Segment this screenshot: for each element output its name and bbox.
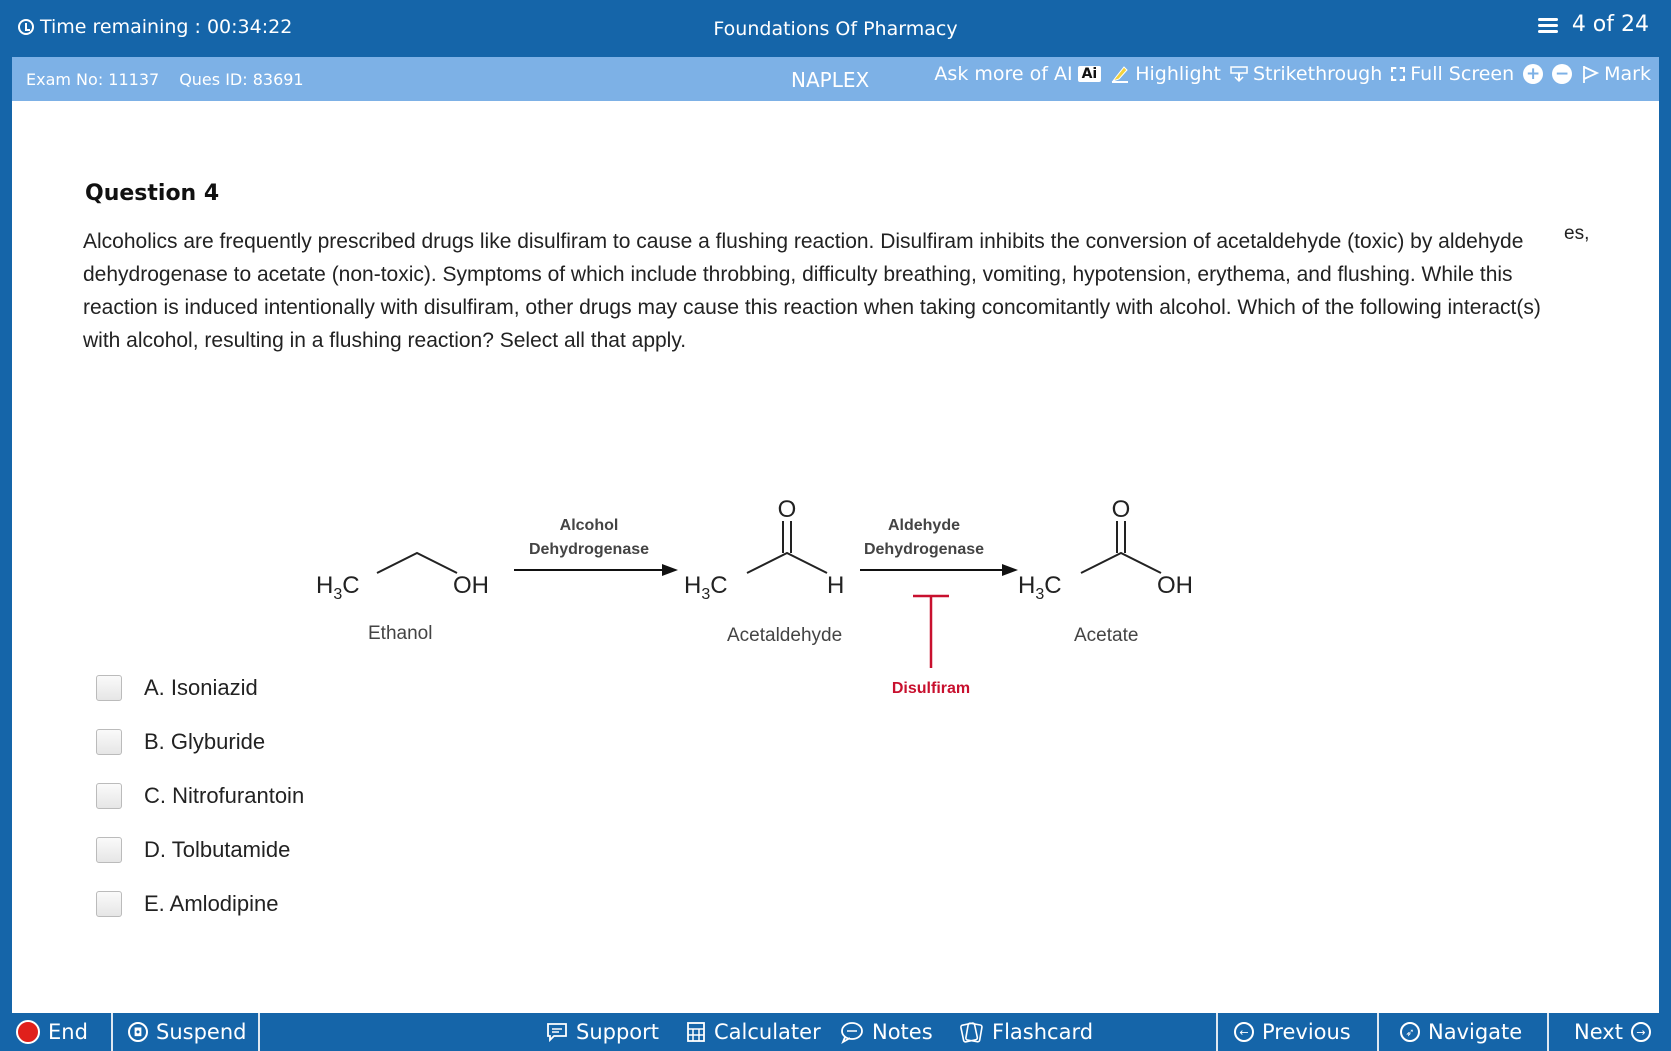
arrow-2-head xyxy=(1002,564,1018,576)
question-counter xyxy=(1536,12,1649,37)
notes-button[interactable] xyxy=(840,1013,933,1051)
choice-e-checkbox[interactable] xyxy=(96,891,122,917)
mark-label: Mark xyxy=(1604,63,1651,85)
arrow-1-head xyxy=(662,564,678,576)
divider xyxy=(258,1013,260,1051)
navigate-label: Navigate xyxy=(1428,1020,1523,1044)
flag-icon xyxy=(1581,64,1599,84)
fullscreen-icon xyxy=(1391,67,1405,81)
highlighter-icon xyxy=(1110,64,1130,84)
question-panel xyxy=(12,101,1659,1013)
top-bar xyxy=(0,0,1671,57)
question-stem-overflow: es, xyxy=(1564,223,1590,244)
flashcard-button[interactable] xyxy=(958,1013,1093,1051)
previous-button[interactable] xyxy=(1234,1013,1351,1051)
previous-label: Previous xyxy=(1262,1020,1351,1044)
suspend-button[interactable] xyxy=(128,1013,246,1051)
enzyme-1-line-1: Alcohol xyxy=(559,517,619,534)
inhibitor-label: Disulfiram xyxy=(891,680,971,697)
exam-number: Exam No: 11137 xyxy=(26,70,160,89)
next-button[interactable] xyxy=(1574,1013,1651,1051)
calculator-button[interactable] xyxy=(686,1013,821,1051)
support-button[interactable] xyxy=(546,1013,659,1051)
mark-button[interactable] xyxy=(1581,63,1651,85)
end-icon xyxy=(16,1020,40,1044)
choice-c[interactable] xyxy=(96,769,304,823)
acetaldehyde-bonds xyxy=(747,553,827,573)
notes-label: Notes xyxy=(872,1020,933,1044)
choice-e[interactable] xyxy=(96,877,304,931)
enzyme-2-line-2: Dehydrogenase xyxy=(863,541,985,558)
ethanol-h3c: $H_3C$ xyxy=(316,572,360,603)
divider xyxy=(111,1013,113,1051)
ai-icon: Ai xyxy=(1078,66,1102,82)
strikethrough-button[interactable] xyxy=(1230,63,1382,85)
choice-b-label[interactable]: B. Glyburide xyxy=(144,729,266,754)
enzyme-1-line-2: Dehydrogenase xyxy=(528,541,650,558)
acetate-label: Acetate xyxy=(1074,625,1139,646)
ethanol-bonds xyxy=(377,553,457,573)
acetaldehyde-h: H xyxy=(827,572,845,599)
support-label: Support xyxy=(576,1020,660,1044)
choice-c-checkbox[interactable] xyxy=(96,783,122,809)
acetate-h3c: $H_3C$ xyxy=(1018,572,1062,603)
sub-bar xyxy=(12,57,1659,101)
answer-choices xyxy=(96,661,304,931)
chat-icon xyxy=(546,1022,568,1042)
timer xyxy=(18,16,292,38)
flashcard-icon xyxy=(958,1021,984,1043)
timer-label: Time remaining : 00:34:22 xyxy=(40,16,293,38)
flashcard-label: Flashcard xyxy=(992,1020,1094,1044)
arrow-right-icon: → xyxy=(1631,1022,1651,1042)
choice-d-checkbox[interactable] xyxy=(96,837,122,863)
highlight-button[interactable] xyxy=(1110,63,1221,85)
fullscreen-label: Full Screen xyxy=(1410,63,1515,85)
divider xyxy=(1547,1013,1549,1051)
exam-name: NAPLEX xyxy=(791,68,870,92)
acetaldehyde-o: O xyxy=(777,496,797,523)
navigate-button[interactable] xyxy=(1400,1013,1522,1051)
acetaldehyde-label: Acetaldehyde xyxy=(727,625,843,646)
reaction-diagram xyxy=(316,421,1222,697)
end-label: End xyxy=(48,1020,88,1044)
calculator-icon xyxy=(686,1021,706,1043)
highlight-label: Highlight xyxy=(1135,63,1221,85)
minus-icon: − xyxy=(1552,64,1572,84)
strikethrough-label: Strikethrough xyxy=(1253,63,1383,85)
ethanol-oh: OH xyxy=(453,572,489,599)
acetate-bonds xyxy=(1081,553,1161,573)
next-label: Next xyxy=(1574,1020,1623,1044)
choice-b-checkbox[interactable] xyxy=(96,729,122,755)
strikethrough-icon xyxy=(1230,65,1248,83)
question-title: Question 4 xyxy=(85,181,220,206)
end-button[interactable] xyxy=(16,1013,88,1051)
exam-title: Foundations Of Pharmacy xyxy=(713,18,958,40)
fullscreen-button[interactable] xyxy=(1391,63,1514,85)
ask-ai-button[interactable] xyxy=(934,63,1101,85)
zoom-out-button[interactable] xyxy=(1552,64,1572,84)
acetate-o: O xyxy=(1111,496,1131,523)
choice-a-checkbox[interactable] xyxy=(96,675,122,701)
pause-icon: ◘ xyxy=(128,1022,148,1042)
divider xyxy=(1377,1013,1379,1051)
choice-d-label[interactable]: D. Tolbutamide xyxy=(144,837,291,862)
suspend-label: Suspend xyxy=(156,1020,247,1044)
speech-bubble-icon xyxy=(840,1021,864,1043)
question-id: Ques ID: 83691 xyxy=(179,70,304,89)
stack-icon xyxy=(1536,15,1560,35)
clock-icon xyxy=(18,19,34,35)
arrow-left-icon: ← xyxy=(1234,1022,1254,1042)
choice-a-label[interactable]: A. Isoniazid xyxy=(144,675,258,700)
counter-label: 4 of 24 xyxy=(1571,12,1649,37)
calculator-label: Calculater xyxy=(714,1020,821,1044)
ask-ai-label: Ask more of AI xyxy=(934,63,1073,85)
acetate-oh: OH xyxy=(1157,572,1193,599)
plus-icon: + xyxy=(1523,64,1543,84)
divider xyxy=(1216,1013,1218,1051)
zoom-in-button[interactable] xyxy=(1523,64,1543,84)
choice-a[interactable] xyxy=(96,661,304,715)
choice-d[interactable] xyxy=(96,823,304,877)
enzyme-2-line-1: Aldehyde xyxy=(887,517,961,534)
toolbar xyxy=(934,63,1651,85)
choice-b[interactable] xyxy=(96,715,304,769)
compass-icon: ➶ xyxy=(1400,1022,1420,1042)
choice-e-label[interactable]: E. Amlodipine xyxy=(144,891,279,916)
question-stem: Alcoholics are frequently prescribed drugs like disulfiram to cause a flushing reaction. Disulfiram inhibits the conversion of acetaldehyde (toxic) by aldehyde dehydrogenase to acetate (non-toxic). Symptoms of which include throbbing, difficulty breathing, vomiting, hypotension, erythema, and flushing. While this reaction is induced intentionally with disulfiram, other drugs may cause this reaction when taking concomitantly with alcohol. Which of the following interact(s) with alcohol, resulting in a flushing reaction? Select all that apply. xyxy=(83,230,1541,352)
choice-c-label[interactable]: C. Nitrofurantoin xyxy=(144,783,305,808)
ethanol-label: Ethanol xyxy=(368,623,433,644)
bottom-bar xyxy=(0,1013,1671,1051)
acetaldehyde-h3c: $H_3C$ xyxy=(684,572,728,603)
